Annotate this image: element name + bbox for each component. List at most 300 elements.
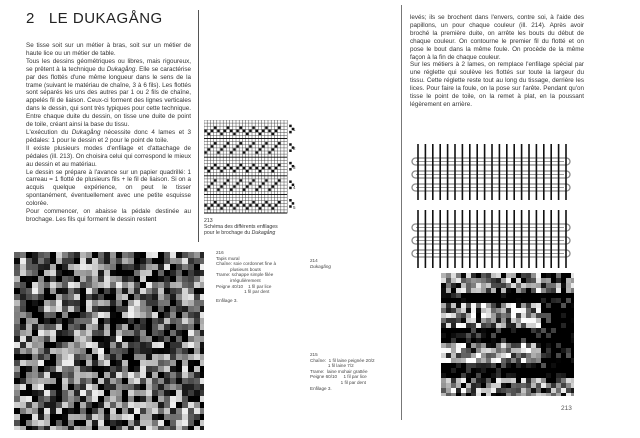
photo-pixel — [32, 342, 38, 348]
grid-mark — [252, 201, 254, 203]
photo-pixel — [122, 408, 128, 414]
caption-line: Peigne 60/10 1 fil par lice — [310, 374, 367, 380]
photo-pixel — [511, 308, 516, 313]
caption-line: 1 fil par dent — [216, 289, 270, 295]
photo-pixel — [164, 312, 170, 318]
photo-pixel — [561, 283, 566, 288]
grid-mark — [246, 207, 248, 209]
photo-pixel — [20, 348, 26, 354]
photo-pixel — [182, 300, 188, 306]
photo-pixel — [32, 408, 38, 414]
photo-pixel — [146, 282, 152, 288]
photo-pixel — [56, 354, 62, 360]
photo-pixel — [98, 282, 104, 288]
photo-pixel — [556, 363, 561, 368]
grid-mark — [217, 189, 219, 191]
photo-pixel — [134, 252, 140, 258]
photo-pixel — [164, 264, 170, 270]
photo-pixel — [140, 402, 146, 408]
grid-mark — [230, 189, 232, 191]
photo-pixel — [471, 393, 476, 396]
photo-pixel — [526, 308, 531, 313]
photo-pixel — [501, 303, 506, 308]
photo-pixel — [556, 338, 561, 343]
figure-216-caption — [216, 250, 306, 303]
grid-mark — [243, 204, 245, 206]
photo-pixel — [50, 360, 56, 366]
photo-pixel — [50, 294, 56, 300]
caption-line: plusieurs bouts — [216, 266, 261, 272]
photo-pixel — [461, 368, 466, 373]
photo-pixel — [38, 294, 44, 300]
photo-pixel — [140, 336, 146, 342]
photo-pixel — [104, 354, 110, 360]
photo-pixel — [152, 264, 158, 270]
photo-pixel — [176, 294, 182, 300]
photo-pixel — [32, 270, 38, 276]
photo-pixel — [62, 336, 68, 342]
photo-pixel — [526, 378, 531, 383]
photo-pixel — [521, 358, 526, 363]
photo-pixel — [200, 252, 204, 258]
photo-pixel — [14, 288, 20, 294]
photo-pixel — [506, 328, 511, 333]
photo-pixel — [506, 298, 511, 303]
photo-pixel — [44, 414, 50, 420]
photo-pixel — [26, 252, 32, 258]
photo-pixel — [486, 298, 491, 303]
photo-pixel — [541, 333, 546, 338]
grid-mark — [249, 167, 251, 169]
photo-pixel — [546, 328, 551, 333]
photo-pixel — [476, 278, 481, 283]
photo-pixel — [466, 368, 471, 373]
photo-pixel — [491, 388, 496, 393]
photo-pixel — [68, 288, 74, 294]
photo-pixel — [110, 252, 116, 258]
photo-pixel — [146, 312, 152, 318]
photo-pixel — [92, 366, 98, 372]
photo-pixel — [122, 330, 128, 336]
photo-pixel — [511, 338, 516, 343]
photo-pixel — [566, 393, 571, 396]
photo-pixel — [86, 252, 92, 258]
photo-pixel — [110, 414, 116, 420]
photo-pixel — [481, 363, 486, 368]
photo-pixel — [56, 252, 62, 258]
photo-pixel — [32, 330, 38, 336]
photo-pixel — [456, 298, 461, 303]
photo-pixel — [116, 258, 122, 264]
photo-pixel — [68, 366, 74, 372]
photo-pixel — [182, 324, 188, 330]
photo-pixel — [80, 396, 86, 402]
photo-pixel — [98, 330, 104, 336]
photo-pixel — [188, 378, 194, 384]
photo-pixel — [62, 420, 68, 426]
photo-pixel — [441, 318, 446, 323]
photo-pixel — [50, 378, 56, 384]
treadle-mark — [289, 149, 292, 152]
photo-pixel — [32, 366, 38, 372]
photo-pixel — [501, 393, 506, 396]
photo-pixel — [456, 328, 461, 333]
photo-pixel — [496, 358, 501, 363]
caption-line: 1 fil par dent — [310, 379, 366, 385]
photo-pixel — [80, 378, 86, 384]
photo-pixel — [506, 318, 511, 323]
grid-mark — [252, 164, 254, 166]
photo-pixel — [80, 360, 86, 366]
photo-pixel — [122, 366, 128, 372]
photo-pixel — [86, 378, 92, 384]
photo-pixel — [14, 306, 20, 312]
photo-pixel — [128, 378, 134, 384]
photo-pixel — [182, 306, 188, 312]
photo-pixel — [531, 328, 536, 333]
photo-pixel — [158, 348, 164, 354]
photo-pixel — [38, 354, 44, 360]
photo-pixel — [176, 300, 182, 306]
photo-pixel — [110, 288, 116, 294]
photo-pixel — [74, 270, 80, 276]
photo-pixel — [56, 288, 62, 294]
photo-pixel — [486, 348, 491, 353]
caption-line: Chaîne: soie cordonnet fine à — [216, 261, 277, 267]
grid-mark — [265, 142, 267, 144]
photo-pixel — [38, 348, 44, 354]
photo-pixel — [134, 294, 140, 300]
photo-pixel — [506, 273, 511, 278]
photo-pixel — [441, 353, 446, 358]
photo-pixel — [531, 388, 536, 393]
photo-pixel — [98, 402, 104, 408]
photo-pixel — [104, 330, 110, 336]
photo-pixel — [74, 354, 80, 360]
photo-pixel — [561, 318, 566, 323]
photo-pixel — [476, 328, 481, 333]
photo-pixel — [506, 393, 511, 396]
photo-pixel — [116, 252, 122, 258]
photo-pixel — [170, 264, 176, 270]
photo-pixel — [466, 308, 471, 313]
photo-pixel — [516, 393, 521, 396]
photo-pixel — [50, 336, 56, 342]
photo-pixel — [551, 378, 556, 383]
photo-pixel — [152, 390, 158, 396]
photo-pixel — [80, 312, 86, 318]
photo-pixel — [188, 372, 194, 378]
photo-pixel — [481, 283, 486, 288]
figure-214-weaving-diagram — [408, 144, 576, 268]
photo-pixel — [164, 414, 170, 420]
photo-pixel — [182, 402, 188, 408]
photo-pixel — [188, 282, 194, 288]
photo-pixel — [501, 278, 506, 283]
photo-pixel — [140, 288, 146, 294]
photo-pixel — [128, 252, 134, 258]
photo-pixel — [32, 318, 38, 324]
photo-pixel — [481, 328, 486, 333]
photo-pixel — [134, 372, 140, 378]
photo-pixel — [38, 396, 44, 402]
photo-pixel — [26, 276, 32, 282]
row-label: 1 — [293, 127, 296, 132]
photo-pixel — [26, 336, 32, 342]
photo-pixel — [521, 388, 526, 393]
photo-pixel — [164, 300, 170, 306]
photo-pixel — [56, 366, 62, 372]
photo-pixel — [62, 288, 68, 294]
photo-pixel — [32, 348, 38, 354]
photo-pixel — [98, 342, 104, 348]
photo-pixel — [50, 426, 56, 430]
photo-216-wall-tapestry — [14, 252, 204, 430]
grid-mark — [262, 167, 264, 169]
photo-pixel — [86, 258, 92, 264]
photo-pixel — [531, 313, 536, 318]
treadle-mark — [289, 143, 292, 146]
photo-pixel — [152, 336, 158, 342]
photo-pixel — [50, 288, 56, 294]
photo-pixel — [531, 298, 536, 303]
photo-pixel — [446, 373, 451, 378]
photo-pixel — [170, 312, 176, 318]
photo-pixel — [62, 396, 68, 402]
photo-pixel — [140, 306, 146, 312]
photo-pixel — [62, 252, 68, 258]
photo-pixel — [74, 330, 80, 336]
photo-pixel — [50, 300, 56, 306]
paragraph: Pour commencer, on abaisse la pédale destinée au brochage. Les fils qui forment le dessin restent — [26, 208, 191, 223]
photo-pixel — [491, 373, 496, 378]
photo-pixel — [32, 258, 38, 264]
grid-mark — [224, 204, 226, 206]
photo-pixel — [188, 252, 194, 258]
photo-pixel — [511, 383, 516, 388]
photo-pixel — [98, 336, 104, 342]
photo-pixel — [104, 306, 110, 312]
photo-pixel — [541, 288, 546, 293]
photo-pixel — [516, 303, 521, 308]
photo-pixel — [116, 312, 122, 318]
photo-pixel — [200, 426, 204, 430]
photo-pixel — [531, 378, 536, 383]
photo-pixel — [441, 348, 446, 353]
photo-pixel — [14, 372, 20, 378]
photo-pixel — [62, 408, 68, 414]
photo-pixel — [68, 252, 74, 258]
photo-pixel — [441, 388, 446, 393]
grid-mark — [220, 148, 222, 150]
photo-pixel — [466, 328, 471, 333]
photo-pixel — [481, 333, 486, 338]
photo-pixel — [511, 288, 516, 293]
photo-pixel — [134, 396, 140, 402]
photo-pixel — [62, 372, 68, 378]
photo-pixel — [74, 300, 80, 306]
photo-pixel — [38, 258, 44, 264]
photo-pixel — [441, 373, 446, 378]
photo-pixel — [44, 258, 50, 264]
photo-pixel — [164, 420, 170, 426]
photo-pixel — [536, 343, 541, 348]
photo-pixel — [86, 414, 92, 420]
photo-pixel — [110, 396, 116, 402]
photo-pixel — [531, 363, 536, 368]
photo-pixel — [110, 390, 116, 396]
paragraph: Tous les dessins géométriques ou libres, mais rigoureux, se prêtent à la technique du Dukagång. Elle se caractérise par des flottés d'une même longueur dans le sens de la trame (suivant le matériau de chaîne, 3 à 6 fils). Les flottés sont séparés les uns des autres par 1 ou 2 fils de chaîne, appelés fil de liaison. Ceux-ci forment des lignes verticales dans le dessin, qui sont très typiques pour cette technique. Entre chaque duite du dessin, on tisse une duite de point de toile, créant ainsi la base du tissu. — [26, 57, 192, 129]
photo-pixel — [104, 342, 110, 348]
photo-pixel — [80, 252, 86, 258]
photo-pixel — [551, 298, 556, 303]
photo-pixel — [74, 378, 80, 384]
photo-pixel — [466, 348, 471, 353]
photo-pixel — [446, 368, 451, 373]
photo-pixel — [481, 358, 486, 363]
photo-pixel — [516, 363, 521, 368]
photo-pixel — [486, 293, 491, 298]
photo-pixel — [110, 306, 116, 312]
photo-pixel — [541, 373, 546, 378]
photo-pixel — [158, 372, 164, 378]
photo-pixel — [511, 343, 516, 348]
photo-pixel — [566, 303, 571, 308]
photo-pixel — [511, 283, 516, 288]
photo-pixel — [561, 308, 566, 313]
photo-pixel — [471, 308, 476, 313]
photo-pixel — [456, 383, 461, 388]
photo-pixel — [551, 338, 556, 343]
photo-pixel — [200, 342, 204, 348]
photo-pixel — [20, 270, 26, 276]
photo-pixel — [526, 338, 531, 343]
photo-pixel — [80, 366, 86, 372]
photo-pixel — [456, 308, 461, 313]
photo-pixel — [551, 283, 556, 288]
photo-pixel — [556, 318, 561, 323]
photo-pixel — [531, 358, 536, 363]
photo-pixel — [38, 276, 44, 282]
photo-pixel — [158, 378, 164, 384]
photo-pixel — [481, 393, 486, 396]
photo-pixel — [68, 318, 74, 324]
photo-pixel — [446, 303, 451, 308]
photo-pixel — [32, 414, 38, 420]
photo-pixel — [491, 283, 496, 288]
grid-mark — [204, 204, 206, 206]
photo-pixel — [62, 366, 68, 372]
photo-pixel — [92, 288, 98, 294]
photo-pixel — [104, 324, 110, 330]
photo-pixel — [56, 426, 62, 430]
photo-pixel — [122, 390, 128, 396]
photo-pixel — [536, 388, 541, 393]
photo-pixel — [461, 328, 466, 333]
figure-number: 214 — [310, 258, 318, 263]
photo-pixel — [80, 336, 86, 342]
photo-pixel — [536, 303, 541, 308]
grid-mark — [227, 201, 229, 203]
photo-pixel — [140, 270, 146, 276]
photo-pixel — [98, 270, 104, 276]
photo-pixel — [116, 414, 122, 420]
photo-pixel — [446, 393, 451, 396]
photo-pixel — [116, 384, 122, 390]
photo-pixel — [134, 318, 140, 324]
photo-pixel — [176, 426, 182, 430]
photo-pixel — [32, 336, 38, 342]
photo-pixel — [56, 348, 62, 354]
photo-pixel — [441, 288, 446, 293]
photo-pixel — [38, 252, 44, 258]
photo-pixel — [486, 333, 491, 338]
photo-pixel — [521, 288, 526, 293]
photo-pixel — [86, 396, 92, 402]
photo-pixel — [188, 402, 194, 408]
photo-pixel — [486, 378, 491, 383]
photo-pixel — [164, 318, 170, 324]
photo-pixel — [140, 264, 146, 270]
photo-pixel — [80, 282, 86, 288]
photo-pixel — [456, 358, 461, 363]
photo-pixel — [476, 303, 481, 308]
photo-pixel — [20, 378, 26, 384]
photo-pixel — [556, 368, 561, 373]
photo-pixel — [62, 300, 68, 306]
row-label: 3 — [293, 165, 296, 170]
photo-pixel — [158, 390, 164, 396]
grid-mark — [268, 167, 270, 169]
photo-pixel — [158, 264, 164, 270]
photo-pixel — [496, 378, 501, 383]
photo-pixel — [134, 282, 140, 288]
photo-pixel — [526, 273, 531, 278]
photo-pixel — [38, 264, 44, 270]
photo-pixel — [50, 276, 56, 282]
photo-pixel — [20, 312, 26, 318]
photo-pixel — [110, 300, 116, 306]
photo-pixel — [92, 402, 98, 408]
photo-pixel — [571, 328, 574, 333]
photo-pixel — [491, 378, 496, 383]
photo-pixel — [491, 313, 496, 318]
photo-pixel — [116, 342, 122, 348]
photo-pixel — [152, 276, 158, 282]
photo-pixel — [516, 353, 521, 358]
photo-pixel — [516, 313, 521, 318]
photo-pixel — [188, 426, 194, 430]
photo-pixel — [98, 384, 104, 390]
grid-mark — [217, 151, 219, 153]
photo-pixel — [446, 273, 451, 278]
photo-pixel — [471, 348, 476, 353]
photo-pixel — [110, 366, 116, 372]
photo-pixel — [80, 318, 86, 324]
photo-pixel — [110, 264, 116, 270]
photo-pixel — [20, 366, 26, 372]
photo-pixel — [486, 363, 491, 368]
photo-pixel — [68, 390, 74, 396]
photo-pixel — [134, 324, 140, 330]
photo-pixel — [451, 388, 456, 393]
photo-pixel — [146, 402, 152, 408]
photo-pixel — [476, 298, 481, 303]
photo-pixel — [20, 330, 26, 336]
photo-pixel — [98, 408, 104, 414]
photo-pixel — [506, 313, 511, 318]
photo-pixel — [516, 328, 521, 333]
